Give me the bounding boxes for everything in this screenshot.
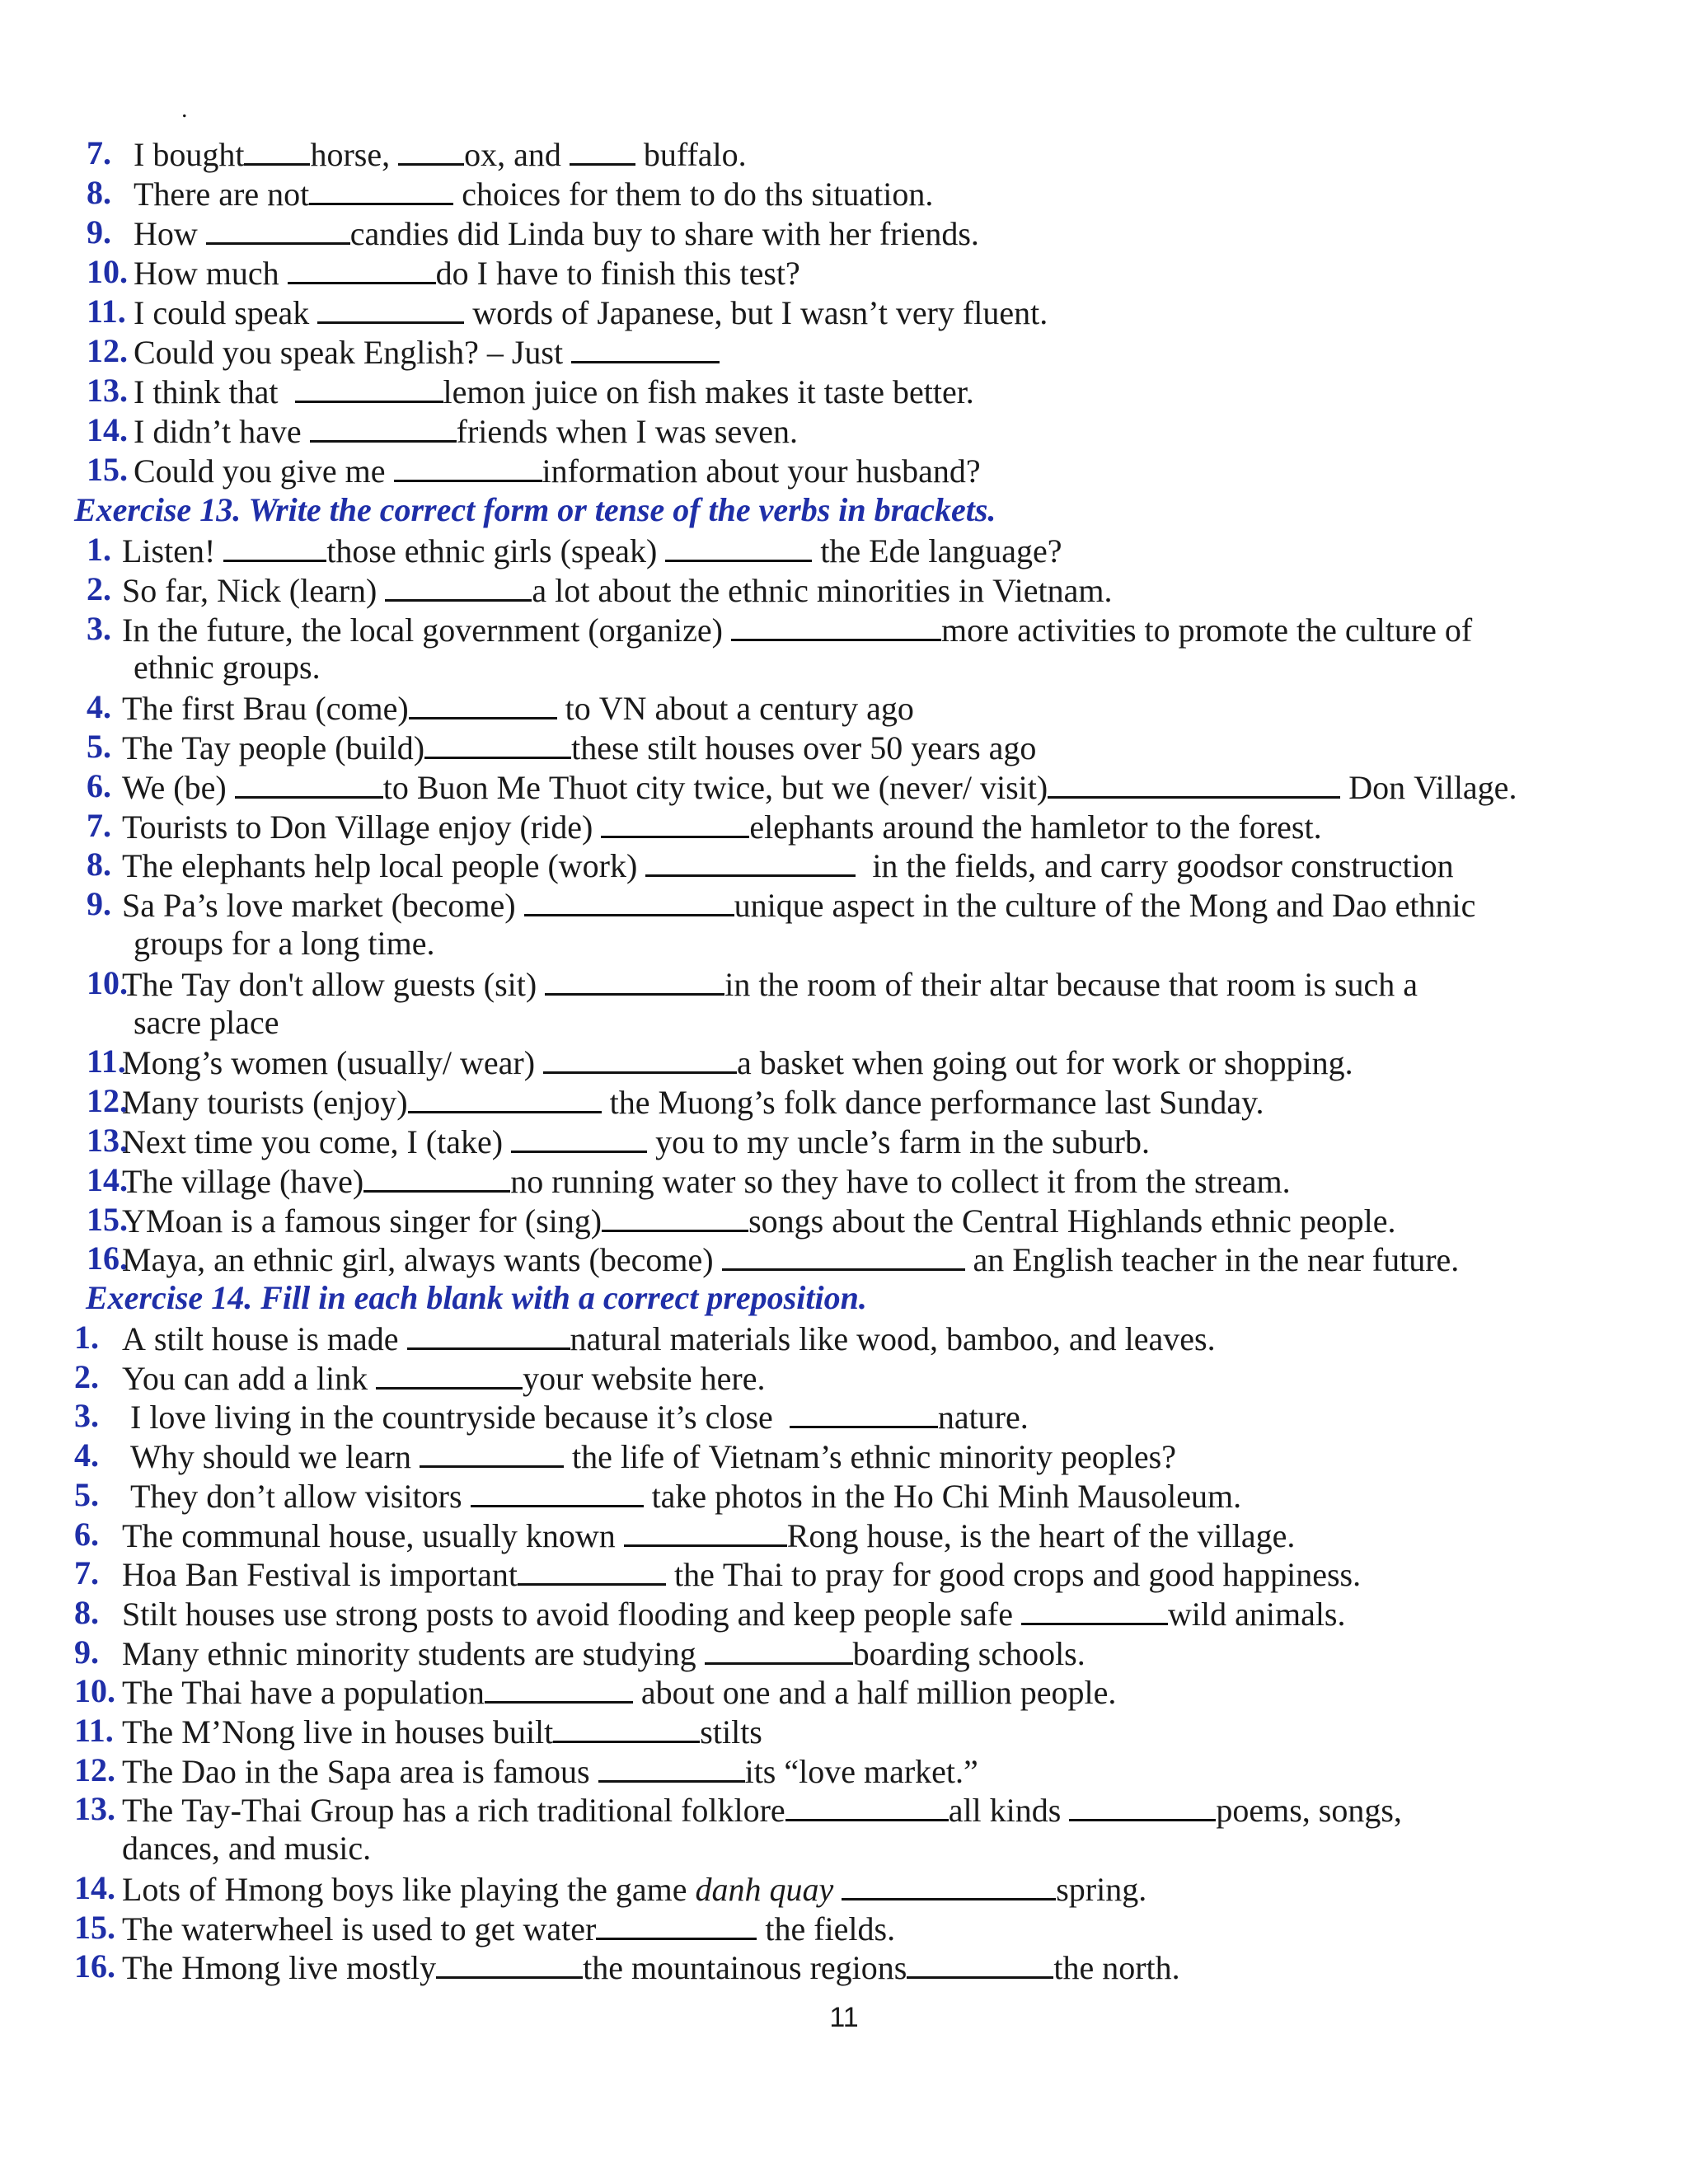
text-segment: you to my uncle’s farm in the suburb. [647, 1123, 1150, 1160]
item-text [122, 1396, 1029, 1437]
item-number: 8. [87, 174, 111, 211]
text-segment: to VN about a century ago [556, 690, 914, 728]
text-segment: The communal house, usually known [122, 1516, 624, 1554]
answer-blank[interactable] [731, 609, 941, 641]
item-text [134, 213, 979, 254]
item-text [122, 1239, 1459, 1280]
answer-blank[interactable] [543, 1042, 737, 1074]
item-text [122, 1318, 1216, 1359]
answer-blank[interactable] [907, 1947, 1053, 1979]
item-text [122, 1868, 1146, 1910]
text-segment: The village (have) [122, 1162, 364, 1200]
answer-blank[interactable] [398, 134, 464, 166]
answer-blank[interactable] [790, 1396, 938, 1428]
text-segment: You can add a link [122, 1359, 377, 1397]
answer-blank[interactable] [518, 1554, 666, 1586]
item-number: 6. [74, 1515, 99, 1553]
item-number: 15. [74, 1908, 115, 1946]
item-number: 13. [74, 1790, 115, 1828]
answer-blank[interactable] [602, 1200, 748, 1232]
text-segment: The Tay people (build) [122, 729, 425, 766]
item-number: 2. [87, 569, 111, 607]
text-segment: buffalo. [635, 136, 747, 173]
text-segment: I think that [134, 373, 295, 410]
item-text [134, 292, 1048, 333]
text-segment: In the future, the local government (organize) [122, 611, 731, 649]
answer-blank[interactable] [722, 1239, 965, 1271]
text-segment: unique aspect in the culture of the Mong and Dao ethnic [734, 887, 1476, 925]
text-segment: Rong house, is the heart of the village. [786, 1516, 1296, 1554]
item-number: 13. [87, 1122, 128, 1159]
text-segment: The first Brau (come) [122, 690, 409, 728]
answer-blank[interactable] [596, 1908, 757, 1940]
item-number: 8. [87, 846, 111, 883]
text-segment: Mong’s women (usually/ wear) [122, 1044, 544, 1082]
answer-blank[interactable] [705, 1633, 853, 1665]
text-segment: groups for a long time. [134, 925, 435, 962]
item-number: 10. [87, 253, 128, 290]
text-segment: those ethnic girls (speak) [326, 532, 666, 569]
item-number: 8. [74, 1593, 99, 1631]
answer-blank[interactable] [436, 1947, 583, 1979]
answer-blank[interactable] [553, 1711, 700, 1743]
answer-blank[interactable] [471, 1475, 644, 1507]
text-segment [833, 1871, 842, 1908]
answer-blank[interactable] [408, 1081, 602, 1113]
item-text [122, 1671, 1116, 1713]
item-number: 10. [87, 963, 128, 1001]
text-segment: Many tourists (enjoy) [122, 1084, 408, 1122]
item-text [122, 1515, 1295, 1556]
text-segment: to Buon Me Thuot city twice, but we (never/ visit) [382, 768, 1048, 806]
item-text [122, 963, 1418, 1005]
item-text [134, 173, 933, 214]
item-number: 5. [74, 1475, 99, 1513]
answer-blank[interactable] [409, 687, 557, 719]
text-segment: Many ethnic minority students are studying [122, 1634, 705, 1672]
item-text [122, 1554, 1361, 1595]
item-text [122, 1121, 1150, 1162]
answer-blank[interactable] [785, 1789, 949, 1821]
item-text [122, 1908, 895, 1949]
item-text [122, 1475, 1241, 1516]
text-segment: Don Village. [1340, 768, 1517, 806]
text-segment: more activities to promote the culture of [940, 611, 1473, 649]
text-segment: the mountainous regions [583, 1949, 907, 1987]
answer-blank[interactable] [598, 1750, 745, 1783]
answer-blank[interactable] [1069, 1789, 1216, 1821]
text-segment: friends when I was seven. [456, 413, 798, 450]
text-segment: stilts [700, 1713, 762, 1750]
answer-blank[interactable] [309, 173, 453, 205]
answer-blank[interactable] [223, 530, 326, 562]
text-segment: do I have to finish this test? [435, 255, 800, 292]
item-number: 7. [87, 806, 111, 844]
text-segment: the Thai to pray for good crops and good happiness. [665, 1556, 1362, 1594]
text-segment: Sa Pa’s love market (become) [122, 887, 524, 925]
item-number: 4. [87, 688, 111, 726]
item-text [122, 1947, 1180, 1988]
text-segment: The Thai have a population [122, 1674, 485, 1712]
exercise-14-heading: Exercise 14. Fill in each blank with a correct preposition. [86, 1279, 867, 1316]
item-number: 7. [74, 1554, 99, 1592]
text-segment: YMoan is a famous singer for (sing) [122, 1202, 603, 1240]
item-text [134, 1003, 279, 1043]
text-segment: all kinds [948, 1792, 1070, 1830]
text-segment: The Tay don't allow guests (sit) [122, 965, 546, 1003]
item-text [122, 569, 1112, 611]
item-text [122, 806, 1322, 847]
text-segment: Hoa Ban Festival is important [122, 1556, 518, 1594]
answer-blank[interactable] [235, 766, 383, 799]
item-text [134, 252, 800, 293]
text-segment: the Muong’s folk dance performance last Sunday. [601, 1084, 1264, 1122]
text-segment: the Ede language? [812, 532, 1062, 569]
answer-blank[interactable] [511, 1121, 647, 1153]
text-segment: the life of Vietnam’s ethnic minority peoples? [564, 1438, 1176, 1476]
item-number: 1. [74, 1319, 99, 1356]
text-segment: spring. [1056, 1870, 1147, 1908]
text-segment: boarding schools. [852, 1634, 1085, 1672]
item-text [122, 727, 1036, 768]
item-number: 7. [87, 134, 111, 171]
item-text [122, 1789, 1402, 1830]
text-segment: The elephants help local people (work) [122, 847, 646, 885]
item-number: 14. [87, 1160, 128, 1198]
exercise-13-heading: Exercise 13. Write the correct form or tense of the verbs in brackets. [74, 491, 996, 528]
item-text [122, 1081, 1264, 1122]
text-segment: a basket when going out for work or shopping. [737, 1044, 1353, 1082]
answer-blank[interactable] [571, 331, 720, 363]
item-number: 12. [87, 1082, 128, 1120]
text-segment: lemon juice on fish makes it taste better. [443, 373, 974, 410]
item-text [134, 450, 981, 491]
answer-blank[interactable] [288, 252, 436, 284]
answer-blank[interactable] [206, 213, 350, 245]
game-name: danh quay [695, 1870, 834, 1908]
text-segment: take photos in the Ho Chi Minh Mausoleum. [643, 1477, 1242, 1515]
item-text [134, 410, 798, 452]
item-text [122, 1436, 1176, 1477]
item-number: 11. [87, 293, 126, 330]
item-number: 15. [87, 1200, 128, 1238]
text-segment: words of Japanese, but I wasn’t very fluent. [464, 294, 1048, 331]
text-segment: ox, and [464, 136, 570, 173]
item-number: 15. [87, 451, 128, 488]
item-number: 2. [74, 1357, 99, 1395]
item-number: 9. [87, 213, 111, 251]
text-segment: Maya, an ethnic girl, always wants (become) [122, 1241, 722, 1279]
item-text [122, 884, 1475, 926]
text-segment: these stilt houses over 50 years ago [571, 729, 1037, 766]
answer-blank[interactable] [601, 806, 749, 838]
answer-blank[interactable] [317, 292, 464, 324]
text-segment: natural materials like wood, bamboo, and leaves. [570, 1320, 1216, 1357]
text-segment: How [134, 215, 206, 252]
item-number: 3. [74, 1397, 99, 1435]
item-number: 11. [74, 1712, 114, 1749]
page-number: 11 [829, 2002, 859, 2033]
text-segment: the fields. [757, 1910, 896, 1947]
text-segment: I bought [134, 136, 245, 173]
text-segment: They don’t allow visitors [122, 1477, 471, 1515]
text-segment: in the room of their altar because that room is such a [724, 965, 1418, 1003]
item-number: 12. [74, 1750, 115, 1788]
text-segment: candies did Linda buy to share with her friends. [349, 215, 979, 252]
text-segment: Listen! [122, 532, 224, 569]
item-number: 14. [74, 1868, 115, 1906]
answer-blank[interactable] [842, 1868, 1056, 1900]
answer-blank[interactable] [524, 884, 734, 916]
text-segment: The waterwheel is used to get water [122, 1910, 597, 1947]
item-number: 14. [87, 411, 128, 448]
item-text [122, 845, 1454, 886]
text-segment: dances, and music. [122, 1830, 372, 1868]
answer-blank[interactable] [310, 410, 457, 443]
text-segment: Lots of Hmong boys like playing the game [122, 1870, 696, 1908]
item-number: 4. [74, 1436, 99, 1474]
answer-blank[interactable] [485, 1671, 633, 1704]
item-text [122, 1829, 371, 1868]
text-segment: The Dao in the Sapa area is famous [122, 1752, 598, 1790]
text-segment: your website here. [523, 1359, 766, 1397]
text-segment: sacre place [134, 1003, 279, 1041]
item-number: 10. [74, 1672, 115, 1710]
text-segment: elephants around the hamletor to the forest. [749, 808, 1322, 846]
item-number: 12. [87, 332, 128, 369]
text-segment: The M’Nong live in houses built [122, 1713, 554, 1750]
answer-blank[interactable] [665, 530, 812, 562]
item-text [122, 1750, 978, 1792]
text-segment: We (be) [122, 768, 235, 806]
text-segment: The Hmong live mostly [122, 1949, 437, 1987]
text-segment: no running water so they have to collect it from the stream. [510, 1162, 1291, 1200]
text-segment: wild animals. [1167, 1595, 1346, 1633]
text-segment: about one and a half million people. [632, 1674, 1117, 1712]
answer-blank[interactable] [420, 1436, 564, 1468]
text-segment: an English teacher in the near future. [964, 1241, 1460, 1279]
item-text [134, 648, 321, 687]
top-mark: . [181, 96, 188, 123]
item-text [122, 1633, 1085, 1674]
text-segment: I could speak [134, 294, 318, 331]
answer-blank[interactable] [244, 134, 310, 166]
text-segment: The Tay-Thai Group has a rich traditional folklore [122, 1792, 785, 1830]
answer-blank[interactable] [363, 1160, 510, 1193]
text-segment: its “love market.” [744, 1752, 978, 1790]
answer-blank[interactable] [295, 371, 443, 403]
text-segment: How much [134, 255, 288, 292]
answer-blank[interactable] [385, 569, 532, 602]
answer-blank[interactable] [376, 1357, 523, 1390]
item-number: 3. [87, 609, 111, 647]
text-segment: in the fields, and carry goodsor construction [856, 847, 1454, 885]
answer-blank[interactable] [424, 727, 571, 759]
item-number: 5. [87, 728, 111, 765]
item-text [134, 924, 435, 963]
text-segment: poems, songs, [1216, 1792, 1402, 1830]
text-segment: songs about the Central Highlands ethnic people. [748, 1202, 1396, 1240]
answer-blank[interactable] [624, 1515, 787, 1547]
item-number: 11. [87, 1043, 126, 1080]
text-segment: Could you give me [134, 452, 394, 490]
answer-blank[interactable] [570, 134, 635, 166]
answer-blank[interactable] [1021, 1593, 1168, 1625]
answer-blank[interactable] [1048, 766, 1340, 799]
item-text [134, 331, 720, 373]
item-number: 16. [87, 1240, 128, 1277]
text-segment: I love living in the countryside because it’s close [122, 1399, 790, 1436]
text-segment: There are not [134, 176, 310, 213]
text-segment: Could you speak English? – Just [134, 334, 572, 371]
item-text [134, 134, 747, 175]
item-text [122, 1593, 1346, 1634]
text-segment: nature. [937, 1399, 1029, 1436]
item-text [122, 1042, 1353, 1083]
answer-blank[interactable] [394, 450, 542, 482]
item-number: 13. [87, 372, 128, 409]
item-text [122, 766, 1517, 808]
answer-blank[interactable] [645, 845, 856, 877]
answer-blank[interactable] [545, 963, 724, 996]
text-segment: horse, [310, 136, 399, 173]
text-segment: Why should we learn [122, 1438, 420, 1476]
item-number: 16. [74, 1947, 115, 1985]
text-segment: choices for them to do ths situation. [453, 176, 934, 213]
text-segment: Tourists to Don Village enjoy (ride) [122, 808, 602, 846]
item-number: 9. [74, 1633, 99, 1671]
answer-blank[interactable] [407, 1318, 570, 1350]
item-number: 9. [87, 885, 111, 923]
text-segment: Stilt houses use strong posts to avoid flooding and keep people safe [122, 1595, 1021, 1633]
item-text [122, 1357, 765, 1399]
text-segment: A stilt house is made [122, 1320, 407, 1357]
text-segment: So far, Nick (learn) [122, 571, 386, 609]
text-segment: Next time you come, I (take) [122, 1123, 512, 1160]
item-text [122, 1200, 1396, 1241]
text-segment: I didn’t have [134, 413, 310, 450]
item-text [122, 687, 914, 729]
text-segment: the north. [1053, 1949, 1180, 1987]
item-text [122, 609, 1472, 650]
item-number: 6. [87, 766, 111, 804]
item-text [122, 530, 1062, 571]
item-text [122, 1711, 762, 1752]
item-text [134, 371, 974, 412]
text-segment: ethnic groups. [134, 649, 321, 687]
item-text [122, 1160, 1291, 1202]
item-number: 1. [87, 531, 111, 568]
text-segment: information about your husband? [542, 452, 981, 490]
text-segment: a lot about the ethnic minorities in Vietnam. [532, 571, 1113, 609]
